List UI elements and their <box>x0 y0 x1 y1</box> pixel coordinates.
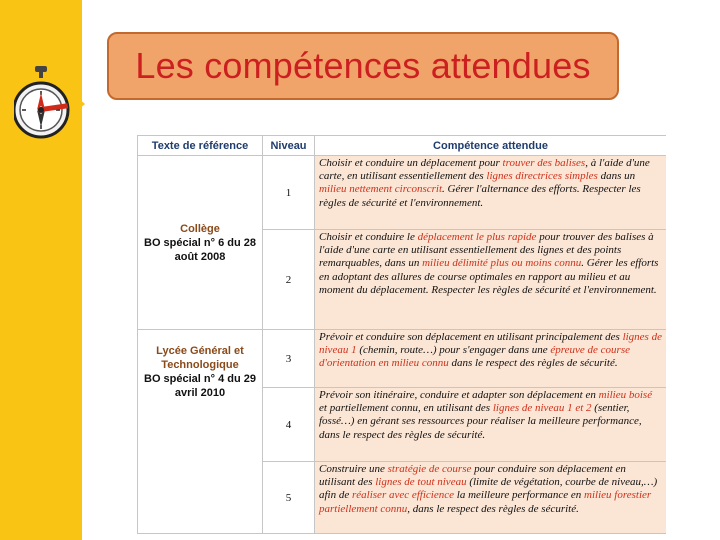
highlighted-phrase: milieu boisé <box>598 389 653 401</box>
competence-text: dans le respect des règles de sécurité. <box>448 357 618 370</box>
reference-cell-lycee <box>138 330 263 534</box>
header-level: Niveau <box>263 136 315 156</box>
title-box <box>107 32 619 100</box>
highlighted-phrase: déplacement le plus rapide <box>417 231 537 243</box>
competence-text: . Gérer l'alternance des efforts. Respecter les règles de sécurité et l'environnement. <box>319 183 641 209</box>
competence-text: dans un <box>597 170 636 183</box>
competence-text: Prévoir son itinéraire, conduire et adapter son déplacement en <box>319 389 599 401</box>
reference-title: Collège <box>180 222 220 235</box>
competence-text: pour trouver des balises à l'aide d'une carte en utilisant essentiellement des lignes et des points remarquables, dans un <box>319 231 654 270</box>
highlighted-phrase: trouver des balises <box>502 157 586 169</box>
table-header-row <box>138 136 667 156</box>
competence-text: (sentier, fossé…) en gérant ses ressources pour réaliser la meilleure performance, dans le respect des règles de sécurité. <box>319 402 642 441</box>
slide-title: Les compétences attendues <box>135 45 591 86</box>
reference-source: BO spécial n° 6 du 28 août 2008 <box>144 236 256 263</box>
competence-cell <box>315 388 667 462</box>
highlighted-phrase: épreuve de course d'orientation en milieu connu <box>319 344 631 370</box>
competence-cell <box>315 330 667 388</box>
level-cell: 4 <box>263 388 315 462</box>
highlighted-phrase: milieu nettement circonscrit <box>319 183 443 196</box>
competence-text: , dans le respect des règles de sécurité. <box>407 502 579 515</box>
competence-table <box>137 135 666 534</box>
competence-text: pour conduire son déplacement en utilisant des <box>319 463 626 489</box>
highlighted-phrase: lignes de niveau 1 <box>319 331 662 357</box>
competence-text: Construire une <box>319 463 388 475</box>
reference-source: BO spécial n° 4 du 29 avril 2010 <box>144 373 256 399</box>
highlighted-phrase: milieu délimité plus ou moins connu <box>422 257 582 270</box>
competence-text: Prévoir et conduire son déplacement en utilisant principalement des <box>319 331 623 343</box>
highlighted-phrase: réaliser avec efficience <box>352 489 455 502</box>
level-cell: 3 <box>263 330 315 388</box>
competence-text: la meilleure performance en <box>454 489 585 502</box>
highlighted-phrase: lignes de niveau 1 et 2 <box>492 402 592 415</box>
reference-title: Lycée Général et Technologique <box>156 345 244 371</box>
header-reference: Texte de référence <box>138 136 263 156</box>
highlighted-phrase: lignes de tout niveau <box>375 476 467 489</box>
competence-text: (chemin, route…) pour s'engager dans une <box>356 344 551 357</box>
compass-icon <box>14 66 86 144</box>
competence-table-container <box>137 135 666 538</box>
table-row <box>138 156 667 230</box>
reference-cell-college <box>138 156 263 330</box>
competence-cell <box>315 156 667 230</box>
table-row <box>138 330 667 388</box>
competence-text: (limite de végétation, courbe de niveau,…) afin de <box>319 476 658 502</box>
competence-cell <box>315 230 667 330</box>
level-cell: 2 <box>263 230 315 330</box>
highlighted-phrase: stratégie de course <box>387 463 472 475</box>
competence-cell <box>315 462 667 534</box>
competence-text: et partiellement connu, en utilisant des <box>319 402 493 415</box>
highlighted-phrase: milieu forestier partiellement connu <box>319 489 652 515</box>
highlighted-phrase: lignes directrices simples <box>486 170 598 183</box>
level-cell: 1 <box>263 156 315 230</box>
header-competence: Compétence attendue <box>315 136 667 156</box>
competence-text: Choisir et conduire un déplacement pour <box>319 157 503 169</box>
competence-text: Choisir et conduire le <box>319 231 418 243</box>
competence-text: . Gérer les efforts en adoptant des allures de course optimales en rapport au milieu et au moment du déplacement. Respecter les règles de sécurité et l'environnement. <box>319 257 659 296</box>
competence-text: , à l'aide d'une carte, en utilisant essentiellement des <box>319 157 650 183</box>
level-cell: 5 <box>263 462 315 534</box>
